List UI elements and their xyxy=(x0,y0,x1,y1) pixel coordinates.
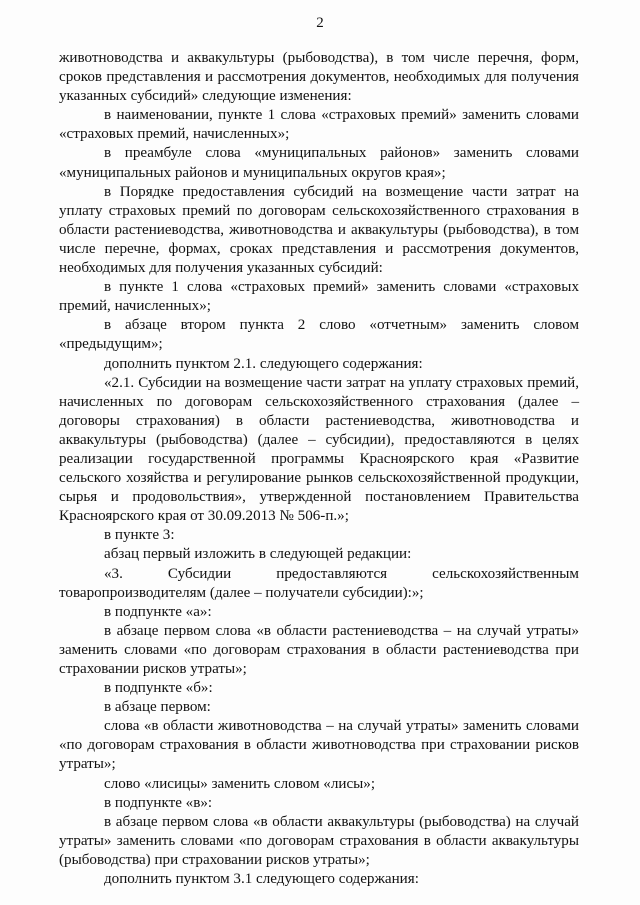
paragraph: слова «в области животноводства – на случай утраты» заменить словами «по договорам страхования в области животноводства при страховании рисков утраты»; xyxy=(59,718,579,773)
paragraph: в преамбуле слова «муниципальных районов» заменить словами «муниципальных районов и муниципальных округов края»; xyxy=(59,145,579,181)
paragraph-continuation: животноводства и аквакультуры (рыбоводства), в том числе перечня, форм, сроков представления и рассмотрения документов, необходимых для получения указанных субсидий» следующие изменения: xyxy=(59,50,579,105)
paragraph: в абзаце первом: xyxy=(104,699,211,716)
paragraph: дополнить пунктом 3.1 следующего содержания: xyxy=(104,871,419,888)
paragraph: дополнить пунктом 2.1. следующего содержания: xyxy=(104,355,423,372)
paragraph: в подпункте «б»: xyxy=(104,680,213,697)
document-body xyxy=(59,49,579,889)
page-number: 2 xyxy=(316,15,324,31)
paragraph: в абзаце втором пункта 2 слово «отчетным» заменить словом «предыдущим»; xyxy=(59,317,579,353)
paragraph: в подпункте «в»: xyxy=(104,794,213,811)
paragraph-quoted-clause: «3. Субсидии предоставляются сельскохозяйственным товаропроизводителям (далее – получатели субсидии):»; xyxy=(59,565,579,601)
paragraph-quoted-clause: «2.1. Субсидии на возмещение части затрат на уплату страховых премий, начисленных по договорам сельскохозяйственного страхования (далее – договоры страхования) в области растениеводства, животноводства и аквакультуры (рыбоводства) (далее – субсидии), предоставляются в целях реализации государственной программы Красноярского края «Развитие сельского хозяйства и регулирование рынков сельскохозяйственной продукции, сырья и продовольствия», утвержденной постановлением Правительства Красноярского края от 30.09.2013 № 506-п.»; xyxy=(59,374,579,525)
paragraph: абзац первый изложить в следующей редакции: xyxy=(104,546,412,563)
paragraph: в пункте 1 слова «страховых премий» заменить словами «страховых премий, начисленных»; xyxy=(59,279,579,315)
paragraph: в подпункте «а»: xyxy=(104,603,212,620)
paragraph: в абзаце первом слова «в области аквакультуры (рыбоводства) на случай утраты» заменить словами «по договорам страхования в области аквакультуры (рыбоводства) при страховании рисков утраты»; xyxy=(59,813,579,868)
paragraph: в пункте 3: xyxy=(104,527,175,544)
paragraph: в наименовании, пункте 1 слова «страховых премий» заменить словами «страховых премий, начисленных»; xyxy=(59,107,579,143)
paragraph: слово «лисицы» заменить словом «лисы»; xyxy=(104,775,376,792)
paragraph: в абзаце первом слова «в области растениеводства – на случай утраты» заменить словами «по договорам страхования в области растениеводства при страховании рисков утраты»; xyxy=(59,622,579,677)
paragraph: в Порядке предоставления субсидий на возмещение части затрат на уплату страховых премий по договорам сельскохозяйственного страхования в области растениеводства, животноводства и аквакультуры (рыбоводства), в том числе перечне, формах, сроках представления и рассмотрения документов, необходимых для получения указанных субсидий: xyxy=(59,183,579,277)
